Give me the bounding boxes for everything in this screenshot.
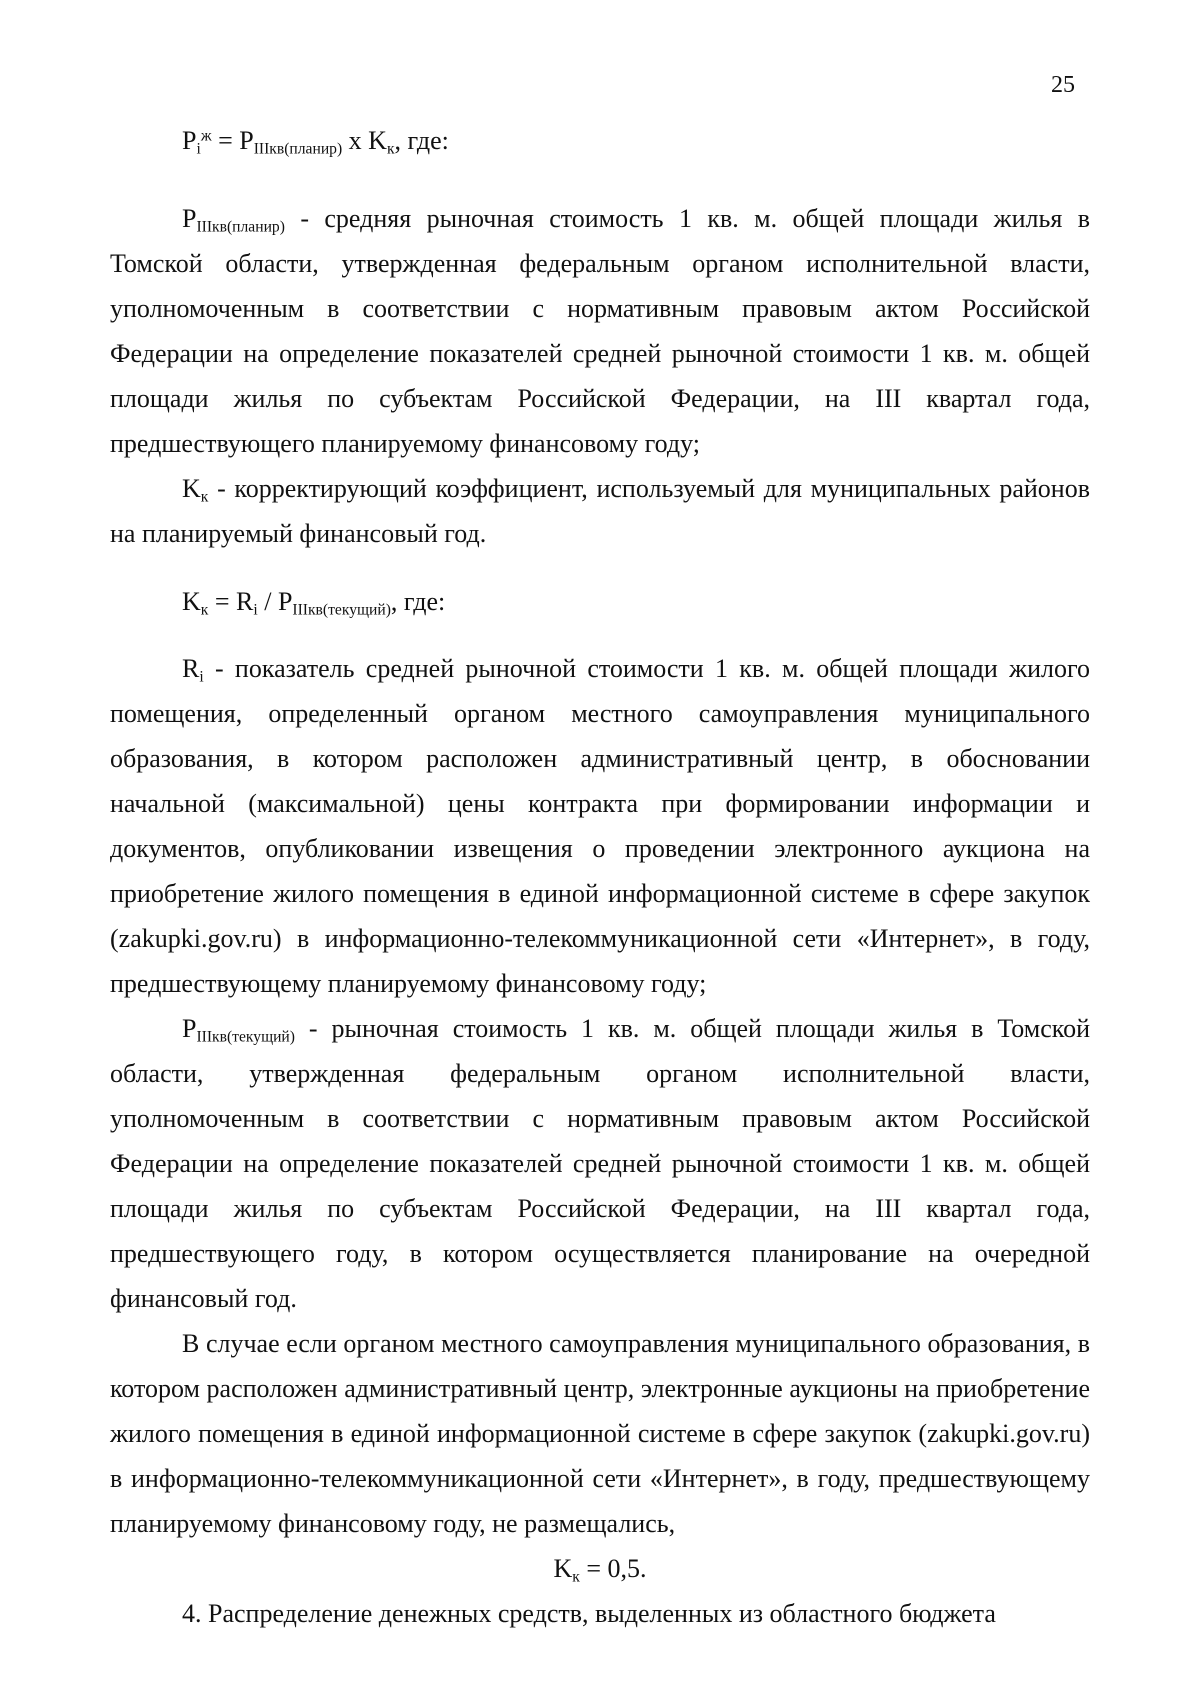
definition-symbol: P [182, 204, 197, 233]
formula-tail: , где: [390, 587, 446, 616]
definition-symbol: K [182, 474, 201, 503]
definition-text: - корректирующий коэффициент, используемый для муниципальных районов на планируемый финансовый год. [110, 474, 1090, 548]
formula-operator: / P [257, 587, 293, 616]
formula-symbol: K [182, 587, 201, 616]
formula-subscript: IIIкв(планир) [253, 140, 343, 158]
formula-operator: = P [211, 126, 254, 155]
definition-kk [110, 466, 1090, 556]
definition-p-current [110, 1006, 1090, 1321]
definition-subscript: к [200, 488, 209, 506]
formula-subscript: i [196, 140, 201, 158]
formula-symbol: K [553, 1554, 573, 1583]
definition-ri [110, 646, 1090, 1006]
formula-subscript: к [200, 601, 209, 619]
definition-symbol: R [182, 654, 200, 683]
page-number: 25 [1051, 72, 1075, 98]
formula-subscript: к [386, 140, 395, 158]
formula-operator: = R [208, 587, 254, 616]
formula-subscript: IIIкв(текущий) [292, 601, 391, 619]
definition-p-planned [110, 196, 1090, 466]
formula-symbol: P [182, 126, 197, 155]
paragraph-4: 4. Распределение денежных средств, выделенных из областного бюджета [182, 1599, 996, 1628]
definition-text: - показатель средней рыночной стоимости 1 кв. м. общей площади жилого помещения, определенный органом местного самоуправления муниципального образования, в котором расположен административный центр, в обосновании начальной (максимальной) цены контракта при формировании информации и документов, опубликовании извещения о проведении электронного аукциона на приобретение жилого помещения в единой информационной системе в сфере закупок (zakupki.gov.ru) в информационно-телекоммуникационной сети «Интернет», в году, предшествующему планируемому финансовому году; [110, 654, 1090, 998]
paragraph-case: В случае если органом местного самоуправления муниципального образования, в котором расположен административный центр, электронные аукционы на приобретение жилого помещения в единой информационной системе в сфере закупок (zakupki.gov.ru) в информационно-телекоммуникационной сети «Интернет», в году, предшествующему планируемому финансовому году, не размещались, [110, 1329, 1090, 1538]
formula-superscript: ж [200, 127, 212, 145]
formula-operator: х K [342, 126, 387, 155]
formula-kk-value [110, 1546, 1090, 1591]
formula-subscript: к [572, 1568, 580, 1586]
definition-subscript: IIIкв(текущий) [196, 1028, 295, 1046]
formula-tail: = 0,5. [579, 1554, 647, 1583]
formula-tail: , где: [394, 126, 449, 155]
formula-pi-zh [110, 118, 1090, 163]
definition-subscript: IIIкв(планир) [196, 218, 285, 236]
definition-text: - средняя рыночная стоимость 1 кв. м. общей площади жилья в Томской области, утвержденная федеральным органом исполнительной власти, уполномоченным в соответствии с нормативным правовым актом Российской Федерации на определение показателей средней рыночной стоимости 1 кв. м. общей площади жилья по субъектам Российской Федерации, на III квартал года, предшествующего планируемому финансовому году; [110, 204, 1090, 458]
definition-symbol: P [182, 1014, 197, 1043]
definition-text: - рыночная стоимость 1 кв. м. общей площади жилья в Томской области, утвержденная федеральным органом исполнительной власти, уполномоченным в соответствии с нормативным правовым актом Российской Федерации на определение показателей средней рыночной стоимости 1 кв. м. общей площади жилья по субъектам Российской Федерации, на III квартал года, предшествующего году, в котором осуществляется планирование на очередной финансовый год. [110, 1014, 1090, 1313]
definition-subscript: i [199, 668, 204, 686]
formula-kk [110, 579, 1090, 624]
document-body [110, 118, 1090, 1636]
formula-subscript: i [253, 601, 258, 619]
